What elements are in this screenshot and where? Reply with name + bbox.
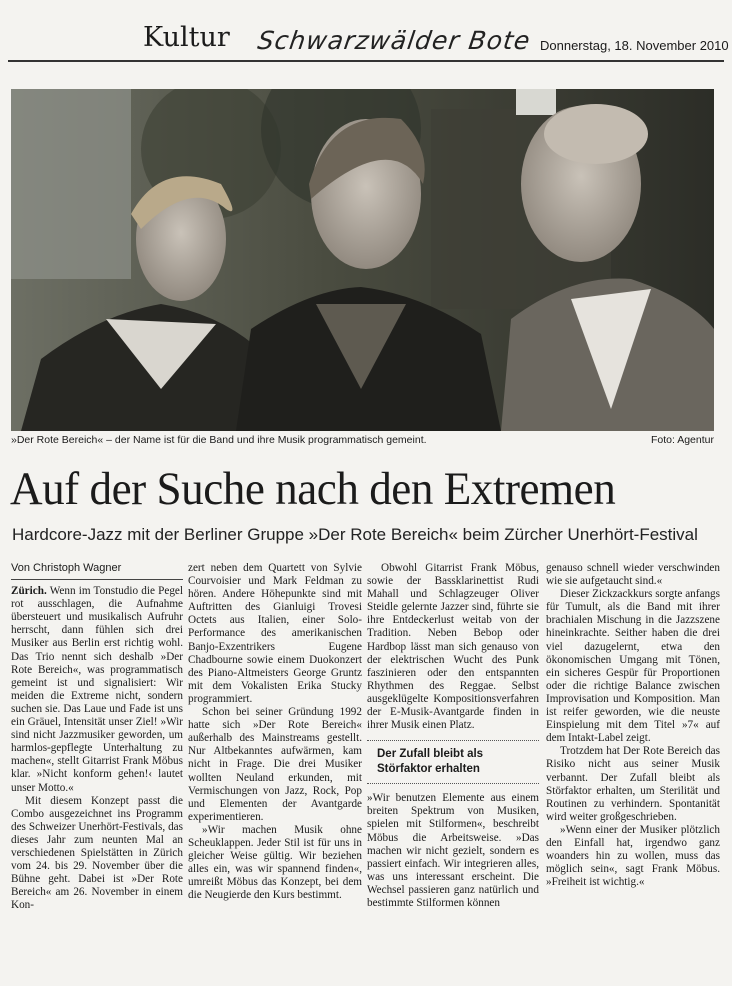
intertitle-line: Störfaktor erhalten: [377, 763, 480, 776]
dateline: Zürich.: [11, 585, 47, 598]
photo-credit: Foto: Agentur: [650, 434, 714, 446]
paragraph: Trotzdem hat Der Rote Bereich das Risiko nicht aus seiner Musik verbannt. Der Zufall bleibt als Störfaktor erhalten, um Sterilität und Routinen zu verhindern. Spontanität wird weiter großgeschrieben.: [546, 745, 720, 823]
section-title: Kultur: [143, 22, 230, 53]
paragraph: »Wir benutzen Elemente aus einem breiten Spektrum von Musiken, spielen mit Stilformen«, beschreibt Möbus die Arbeitsweise. »Das machen wir nicht gezielt, sondern es passiert einfach. Wir integrieren alles, was uns interessant erscheint. Die Wechsel passieren ganz natürlich und bestimmte Stilformen können: [367, 792, 539, 909]
page-header: [0, 0, 732, 64]
paragraph: Dieser Zickzackkurs sorgte anfangs für Tumult, als die Band mit ihrer brachialen Mischung in die Jazzszene hineinkrachte. Seither haben die drei viel dazugelernt, etwa den ökonomischen Umgang mit Tönen, ein sicheres Gespür für Proportionen oder die richtige Balance zwischen Improvisation und Komposition. Man ist reifer geworden, wie die neuste Einspielung mit dem Titel »7« auf dem Intakt-Label zeigt.: [546, 588, 720, 745]
intertitle-box: [367, 740, 539, 784]
article-column-4: [546, 562, 720, 889]
article-column-2: [188, 562, 362, 902]
byline: Von Christoph Wagner: [11, 562, 183, 580]
paragraph: Schon bei seiner Gründung 1992 hatte sich »Der Rote Bereich« außerhalb des Mainstreams gestellt. Nur Altbekanntes aufwärmen, kam nicht in Frage. Die drei Musiker wollten Neuland erkunden, mit Vermischungen von Jazz, Rock, Pop und Elementen der Avantgarde experimentieren.: [188, 706, 362, 823]
article-headline: Auf der Suche nach den Extremen: [10, 463, 616, 515]
paragraph: genauso schnell wieder verschwinden wie sie aufgetaucht sind.«: [546, 562, 720, 588]
paragraph: »Wir machen Musik ohne Scheuklappen. Jeder Stil ist für uns in gleicher Weise gültig. Wir beziehen alles ein, was wir spannend finden«, umreißt Möbus das Konzept, bei dem die Neugierde den Kurs bestimmt.: [188, 823, 362, 902]
header-rule: [8, 60, 724, 62]
article-column-1: [11, 562, 183, 912]
paragraph: zert neben dem Quartett von Sylvie Courvoisier und Mark Feldman zu hören. Andere Höhepunkte sind mit Auftritten des Gianluigi Trovesi Octets aus Italien, einer Solo-Performance des amerikanischen Banjo-Exzentrikers Eugene Chadbourne sowie einem Duokonzert des Piano-Altmeisters George Gruntz mit dem Vokalisten Erika Stucky programmiert.: [188, 562, 362, 705]
photo-caption: »Der Rote Bereich« – der Name ist für die Band und ihre Musik programmatisch gemeint.: [11, 434, 427, 446]
article-subhead: Hardcore-Jazz mit der Berliner Gruppe »Der Rote Bereich« beim Zürcher Unerhört-Festival: [12, 525, 698, 544]
paragraph: Obwohl Gitarrist Frank Möbus, sowie der Bassklarinettist Rudi Mahall und Schlagzeuger Oliver Steidle gelernte Jazzer sind, führte sie ihre Entdeckerlust weitab von der Tradition. Neben Bebop oder Hardbop lässt man sich genauso von der elektrischen Wucht des Punk faszinieren oder den entspannten Rhythmen des Reggae. Selbst ausgeklügelte Kompositionsverfahren der E-Musik-Avantgarde finden in ihrer Musik einen Platz.: [367, 562, 539, 732]
issue-date: Donnerstag, 18. November 2010: [540, 38, 729, 53]
newspaper-name: Schwarzwälder Bote: [255, 26, 533, 55]
paragraph: Mit diesem Konzept passt die Combo ausgezeichnet ins Programm des Schweizer Unerhört-Festivals, das dieses Jahr zum neunten Mal an verschiedenen Spielstätten in Zürich vom 24. bis 29. November über die Bühne geht. Dabei ist »Der Rote Bereich« am 26. November in einem Kon-: [11, 794, 183, 912]
intertitle-line: Der Zufall bleibt als: [377, 748, 484, 761]
paragraph: Zürich. Wenn im Tonstudio die Pegel rot ausschlagen, die Aufnahme übersteuert und musikalisch Aufruhr herrscht, dann fühlen sich drei Musiker aus Berlin erst richtig wohl. Das Trio nennt sich deshalb »Der Rote Bereich«, was programmatisch gemeint ist und signalisiert: Wir meiden die Extreme nicht, sondern suchen sie. Das Laue und Fade ist uns ein Gräuel, Intensität unser Ziel! »Wir sind nicht Jazzmusiker geworden, um harmlos-gepflegte Unterhaltung zu machen«, stellt Gitarrist Frank Möbus klar. »Nicht konform gehen!‹ lautet unser Motto.«: [11, 585, 183, 794]
band-photo: [11, 89, 714, 431]
article-column-3: [367, 562, 539, 910]
paragraph: »Wenn einer der Musiker plötzlich den Einfall hat, irgendwo ganz woanders hin zu wollen, muss das möglich sein«, sagt Frank Möbus. »Freiheit ist wichtig.«: [546, 823, 720, 889]
